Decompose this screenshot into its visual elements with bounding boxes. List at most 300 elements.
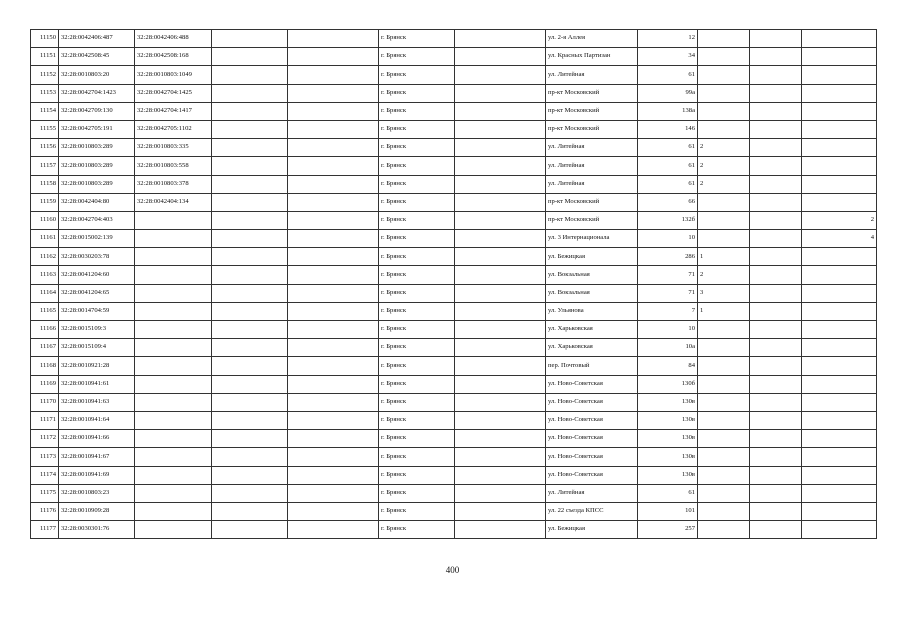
building-cell (698, 120, 750, 138)
building-cell (698, 448, 750, 466)
row-number-cell: 11167 (31, 339, 59, 357)
apartment-cell (802, 284, 877, 302)
empty-cell (288, 284, 379, 302)
row-number-cell: 11150 (31, 30, 59, 48)
street-cell: ул. Красных Партизан (546, 48, 638, 66)
empty-cell (212, 393, 288, 411)
empty-cell (455, 84, 546, 102)
empty-cell (212, 193, 288, 211)
page-number: 400 (445, 565, 460, 575)
city-cell: г. Брянск (379, 66, 455, 84)
cadastral-number-cell: 32:28:0015002:139 (59, 230, 135, 248)
apartment-cell (802, 484, 877, 502)
cadastral-number-cell: 32:28:0010941:61 (59, 375, 135, 393)
empty-cell (455, 302, 546, 320)
apartment-cell (802, 411, 877, 429)
apartment-cell (802, 102, 877, 120)
empty-cell (455, 248, 546, 266)
related-cadastral-number-cell: 32:28:0042704:1417 (135, 102, 212, 120)
building-cell: 1 (698, 302, 750, 320)
cadastral-number-cell: 32:28:0042404:80 (59, 193, 135, 211)
cadastral-number-cell: 32:28:0042709:130 (59, 102, 135, 120)
empty-cell (455, 430, 546, 448)
empty-cell (455, 120, 546, 138)
row-number-cell: 11172 (31, 430, 59, 448)
related-cadastral-number-cell (135, 484, 212, 502)
house-number-cell: 66 (638, 193, 698, 211)
building-cell (698, 521, 750, 539)
city-cell: г. Брянск (379, 193, 455, 211)
related-cadastral-number-cell (135, 466, 212, 484)
row-number-cell: 11156 (31, 139, 59, 157)
apartment-cell (802, 339, 877, 357)
unit-cell (750, 139, 802, 157)
empty-cell (212, 484, 288, 502)
building-cell (698, 66, 750, 84)
unit-cell (750, 302, 802, 320)
related-cadastral-number-cell: 32:28:0042508:168 (135, 48, 212, 66)
house-number-cell: 10 (638, 321, 698, 339)
cadastral-number-cell: 32:28:0010803:289 (59, 139, 135, 157)
cadastral-number-cell: 32:28:0042406:487 (59, 30, 135, 48)
row-number-cell: 11154 (31, 102, 59, 120)
unit-cell (750, 157, 802, 175)
empty-cell (212, 157, 288, 175)
empty-cell (212, 411, 288, 429)
cadastral-number-cell: 32:28:0010941:63 (59, 393, 135, 411)
city-cell: г. Брянск (379, 430, 455, 448)
apartment-cell (802, 357, 877, 375)
street-cell: ул. 22 съезда КПСС (546, 502, 638, 520)
house-number-cell: 146 (638, 120, 698, 138)
street-cell: ул. Литейная (546, 139, 638, 157)
row-number-cell: 11168 (31, 357, 59, 375)
empty-cell (455, 502, 546, 520)
empty-cell (212, 139, 288, 157)
cadastral-number-cell: 32:28:0015109:3 (59, 321, 135, 339)
unit-cell (750, 375, 802, 393)
row-number-cell: 11176 (31, 502, 59, 520)
empty-cell (288, 339, 379, 357)
empty-cell (288, 30, 379, 48)
empty-cell (455, 193, 546, 211)
street-cell: ул. Ново-Советская (546, 393, 638, 411)
related-cadastral-number-cell (135, 284, 212, 302)
city-cell: г. Брянск (379, 157, 455, 175)
city-cell: г. Брянск (379, 102, 455, 120)
apartment-cell (802, 266, 877, 284)
building-cell: 3 (698, 284, 750, 302)
empty-cell (212, 339, 288, 357)
city-cell: г. Брянск (379, 357, 455, 375)
city-cell: г. Брянск (379, 175, 455, 193)
house-number-cell: 61 (638, 157, 698, 175)
cadastral-number-cell: 32:28:0041204:60 (59, 266, 135, 284)
row-number-cell: 11169 (31, 375, 59, 393)
table-row (31, 48, 877, 66)
empty-cell (288, 393, 379, 411)
related-cadastral-number-cell: 32:28:0010803:335 (135, 139, 212, 157)
city-cell: г. Брянск (379, 302, 455, 320)
row-number-cell: 11175 (31, 484, 59, 502)
city-cell: г. Брянск (379, 484, 455, 502)
table-row (31, 193, 877, 211)
empty-cell (455, 521, 546, 539)
empty-cell (455, 339, 546, 357)
empty-cell (212, 502, 288, 520)
empty-cell (288, 448, 379, 466)
house-number-cell: 12 (638, 30, 698, 48)
related-cadastral-number-cell: 32:28:0010803:1049 (135, 66, 212, 84)
related-cadastral-number-cell (135, 375, 212, 393)
unit-cell (750, 357, 802, 375)
city-cell: г. Брянск (379, 393, 455, 411)
street-cell: ул. Ульянова (546, 302, 638, 320)
house-number-cell: 130в (638, 411, 698, 429)
cadastral-number-cell: 32:28:0010909:28 (59, 502, 135, 520)
cadastral-number-cell: 32:28:0010803:20 (59, 66, 135, 84)
empty-cell (288, 266, 379, 284)
related-cadastral-number-cell (135, 357, 212, 375)
table-row (31, 521, 877, 539)
table-row (31, 448, 877, 466)
row-number-cell: 11160 (31, 211, 59, 229)
row-number-cell: 11159 (31, 193, 59, 211)
empty-cell (212, 430, 288, 448)
row-number-cell: 11158 (31, 175, 59, 193)
building-cell (698, 393, 750, 411)
house-number-cell: 10 (638, 230, 698, 248)
row-number-cell: 11155 (31, 120, 59, 138)
empty-cell (212, 521, 288, 539)
empty-cell (288, 375, 379, 393)
unit-cell (750, 193, 802, 211)
table-row (31, 302, 877, 320)
row-number-cell: 11153 (31, 84, 59, 102)
apartment-cell (802, 321, 877, 339)
unit-cell (750, 484, 802, 502)
table-row (31, 248, 877, 266)
building-cell (698, 375, 750, 393)
empty-cell (212, 102, 288, 120)
empty-cell (455, 266, 546, 284)
table-body (31, 30, 877, 539)
building-cell (698, 84, 750, 102)
building-cell (698, 230, 750, 248)
unit-cell (750, 120, 802, 138)
building-cell: 2 (698, 139, 750, 157)
building-cell (698, 430, 750, 448)
cadastral-number-cell: 32:28:0014704:59 (59, 302, 135, 320)
empty-cell (212, 175, 288, 193)
street-cell: ул. 2-я Аллея (546, 30, 638, 48)
street-cell: пр-кт Московский (546, 120, 638, 138)
unit-cell (750, 66, 802, 84)
unit-cell (750, 102, 802, 120)
empty-cell (212, 248, 288, 266)
related-cadastral-number-cell (135, 502, 212, 520)
empty-cell (212, 357, 288, 375)
building-cell (698, 321, 750, 339)
apartment-cell (802, 84, 877, 102)
building-cell (698, 48, 750, 66)
empty-cell (455, 175, 546, 193)
house-number-cell: 130в (638, 430, 698, 448)
table-row (31, 66, 877, 84)
street-cell: пр-кт Московский (546, 84, 638, 102)
house-number-cell: 34 (638, 48, 698, 66)
cadastral-number-cell: 32:28:0042508:45 (59, 48, 135, 66)
house-number-cell: 7 (638, 302, 698, 320)
apartment-cell (802, 120, 877, 138)
city-cell: г. Брянск (379, 120, 455, 138)
apartment-cell (802, 448, 877, 466)
cadastral-number-cell: 32:28:0041204:65 (59, 284, 135, 302)
table-row (31, 211, 877, 229)
empty-cell (455, 230, 546, 248)
empty-cell (212, 211, 288, 229)
table-row (31, 175, 877, 193)
house-number-cell: 130в (638, 393, 698, 411)
house-number-cell: 61 (638, 139, 698, 157)
row-number-cell: 11152 (31, 66, 59, 84)
row-number-cell: 11177 (31, 521, 59, 539)
building-cell (698, 484, 750, 502)
row-number-cell: 11170 (31, 393, 59, 411)
related-cadastral-number-cell: 32:28:0042406:488 (135, 30, 212, 48)
unit-cell (750, 466, 802, 484)
row-number-cell: 11164 (31, 284, 59, 302)
apartment-cell (802, 48, 877, 66)
related-cadastral-number-cell (135, 302, 212, 320)
city-cell: г. Брянск (379, 502, 455, 520)
empty-cell (212, 284, 288, 302)
empty-cell (455, 30, 546, 48)
empty-cell (288, 175, 379, 193)
street-cell: ул. Литейная (546, 175, 638, 193)
city-cell: г. Брянск (379, 248, 455, 266)
cadastral-number-cell: 32:28:0042705:191 (59, 120, 135, 138)
table-row (31, 230, 877, 248)
empty-cell (288, 302, 379, 320)
apartment-cell: 4 (802, 230, 877, 248)
table-row (31, 375, 877, 393)
table-row (31, 139, 877, 157)
apartment-cell (802, 30, 877, 48)
street-cell: ул. Бежицкая (546, 248, 638, 266)
empty-cell (288, 120, 379, 138)
unit-cell (750, 448, 802, 466)
empty-cell (212, 230, 288, 248)
empty-cell (288, 466, 379, 484)
street-cell: ул. Харьковская (546, 339, 638, 357)
apartment-cell (802, 502, 877, 520)
building-cell (698, 411, 750, 429)
apartment-cell (802, 175, 877, 193)
cadastral-number-cell: 32:28:0042704:403 (59, 211, 135, 229)
empty-cell (212, 84, 288, 102)
row-number-cell: 11161 (31, 230, 59, 248)
row-number-cell: 11173 (31, 448, 59, 466)
city-cell: г. Брянск (379, 48, 455, 66)
related-cadastral-number-cell (135, 393, 212, 411)
empty-cell (455, 393, 546, 411)
building-cell (698, 30, 750, 48)
house-number-cell: 130в (638, 466, 698, 484)
house-number-cell: 71 (638, 284, 698, 302)
empty-cell (288, 102, 379, 120)
unit-cell (750, 521, 802, 539)
cadastral-number-cell: 32:28:0010803:289 (59, 175, 135, 193)
street-cell: ул. Харьковская (546, 321, 638, 339)
table-row (31, 120, 877, 138)
related-cadastral-number-cell (135, 448, 212, 466)
house-number-cell: 138а (638, 102, 698, 120)
empty-cell (455, 139, 546, 157)
empty-cell (455, 66, 546, 84)
apartment-cell (802, 66, 877, 84)
cadastral-number-cell: 32:28:0030203:78 (59, 248, 135, 266)
city-cell: г. Брянск (379, 448, 455, 466)
building-cell (698, 339, 750, 357)
street-cell: пр-кт Московский (546, 102, 638, 120)
empty-cell (212, 266, 288, 284)
city-cell: г. Брянск (379, 339, 455, 357)
table-row (31, 357, 877, 375)
empty-cell (288, 357, 379, 375)
house-number-cell: 71 (638, 266, 698, 284)
related-cadastral-number-cell (135, 248, 212, 266)
apartment-cell (802, 466, 877, 484)
street-cell: ул. Ново-Советская (546, 466, 638, 484)
house-number-cell: 84 (638, 357, 698, 375)
row-number-cell: 11163 (31, 266, 59, 284)
unit-cell (750, 84, 802, 102)
street-cell: ул. Литейная (546, 66, 638, 84)
empty-cell (288, 66, 379, 84)
empty-cell (288, 139, 379, 157)
related-cadastral-number-cell (135, 430, 212, 448)
house-number-cell: 61 (638, 484, 698, 502)
apartment-cell (802, 393, 877, 411)
unit-cell (750, 339, 802, 357)
building-cell: 2 (698, 266, 750, 284)
empty-cell (455, 284, 546, 302)
empty-cell (212, 120, 288, 138)
table-row (31, 393, 877, 411)
related-cadastral-number-cell: 32:28:0042704:1425 (135, 84, 212, 102)
unit-cell (750, 393, 802, 411)
related-cadastral-number-cell (135, 321, 212, 339)
related-cadastral-number-cell (135, 521, 212, 539)
empty-cell (212, 448, 288, 466)
building-cell: 2 (698, 175, 750, 193)
row-number-cell: 11174 (31, 466, 59, 484)
table-row (31, 339, 877, 357)
empty-cell (455, 157, 546, 175)
building-cell (698, 193, 750, 211)
apartment-cell (802, 157, 877, 175)
row-number-cell: 11166 (31, 321, 59, 339)
empty-cell (212, 66, 288, 84)
table-row (31, 102, 877, 120)
table-row (31, 284, 877, 302)
street-cell: ул. Ново-Советская (546, 448, 638, 466)
unit-cell (750, 502, 802, 520)
street-cell: ул. Ново-Советская (546, 375, 638, 393)
street-cell: ул. 3 Интернационала (546, 230, 638, 248)
empty-cell (455, 357, 546, 375)
unit-cell (750, 211, 802, 229)
unit-cell (750, 411, 802, 429)
house-number-cell: 99а (638, 84, 698, 102)
city-cell: г. Брянск (379, 521, 455, 539)
unit-cell (750, 30, 802, 48)
row-number-cell: 11157 (31, 157, 59, 175)
house-number-cell: 286 (638, 248, 698, 266)
row-number-cell: 11165 (31, 302, 59, 320)
empty-cell (212, 48, 288, 66)
empty-cell (288, 211, 379, 229)
street-cell: ул. Ново-Советская (546, 430, 638, 448)
city-cell: г. Брянск (379, 284, 455, 302)
empty-cell (288, 521, 379, 539)
cadastral-number-cell: 32:28:0042704:1423 (59, 84, 135, 102)
building-cell: 2 (698, 157, 750, 175)
cadastral-number-cell: 32:28:0010921:28 (59, 357, 135, 375)
cadastral-number-cell: 32:28:0010941:69 (59, 466, 135, 484)
table-row (31, 157, 877, 175)
empty-cell (212, 30, 288, 48)
apartment-cell: 2 (802, 211, 877, 229)
house-number-cell: 10а (638, 339, 698, 357)
street-cell: ул. Вокзальная (546, 284, 638, 302)
empty-cell (455, 484, 546, 502)
building-cell (698, 211, 750, 229)
unit-cell (750, 175, 802, 193)
street-cell: ул. Вокзальная (546, 266, 638, 284)
empty-cell (288, 484, 379, 502)
apartment-cell (802, 248, 877, 266)
house-number-cell: 130б (638, 375, 698, 393)
related-cadastral-number-cell: 32:28:0010803:378 (135, 175, 212, 193)
house-number-cell: 132б (638, 211, 698, 229)
street-cell: ул. Бежицкая (546, 521, 638, 539)
cadastral-number-cell: 32:28:0010803:289 (59, 157, 135, 175)
apartment-cell (802, 302, 877, 320)
house-number-cell: 61 (638, 66, 698, 84)
city-cell: г. Брянск (379, 84, 455, 102)
empty-cell (288, 430, 379, 448)
empty-cell (288, 84, 379, 102)
related-cadastral-number-cell (135, 211, 212, 229)
empty-cell (288, 502, 379, 520)
cadastral-number-cell: 32:28:0010803:23 (59, 484, 135, 502)
apartment-cell (802, 193, 877, 211)
city-cell: г. Брянск (379, 466, 455, 484)
empty-cell (455, 321, 546, 339)
table-row (31, 411, 877, 429)
street-cell: пр-кт Московский (546, 193, 638, 211)
empty-cell (455, 411, 546, 429)
empty-cell (455, 102, 546, 120)
empty-cell (455, 375, 546, 393)
unit-cell (750, 248, 802, 266)
unit-cell (750, 430, 802, 448)
empty-cell (212, 321, 288, 339)
empty-cell (212, 466, 288, 484)
street-cell: ул. Ново-Советская (546, 411, 638, 429)
